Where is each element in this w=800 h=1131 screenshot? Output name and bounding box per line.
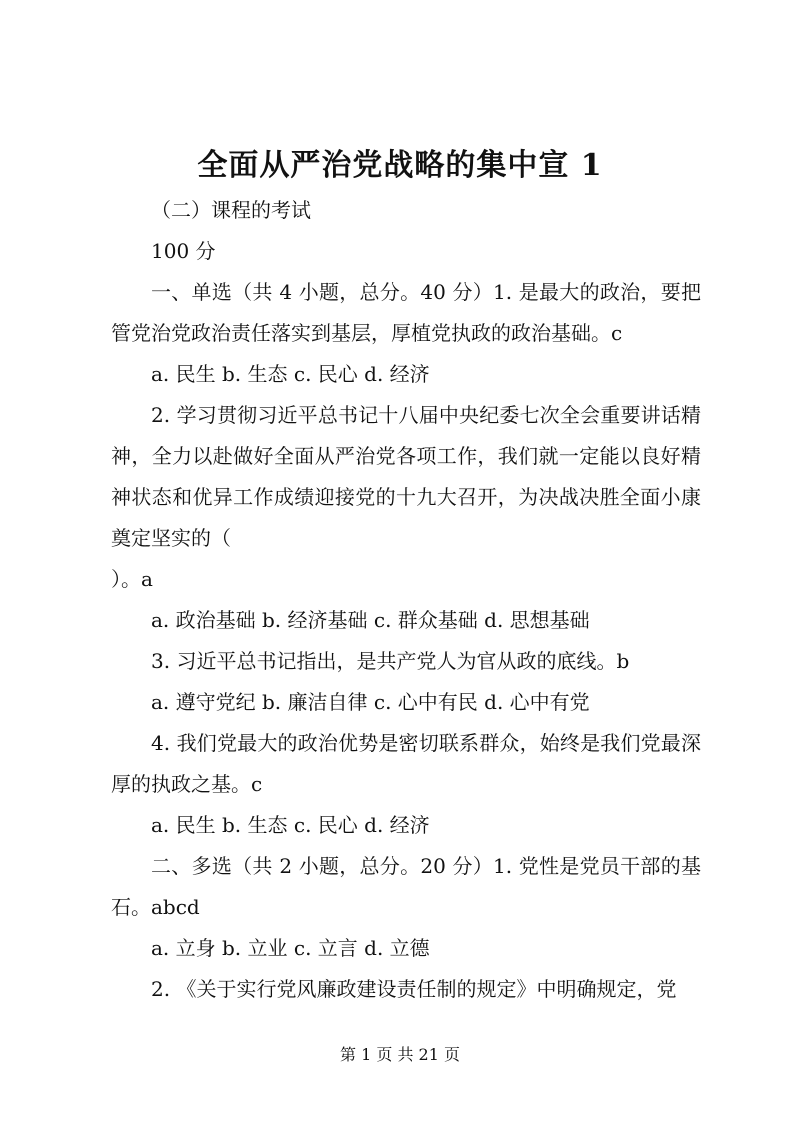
paragraph-options-1: a. 民生 b. 生态 c. 民心 d. 经济 <box>151 362 430 386</box>
paragraph-options-3: a. 遵守党纪 b. 廉洁自律 c. 心中有民 d. 心中有党 <box>151 690 590 714</box>
paragraph-question-3: 3. 习近平总书记指出，是共产党人为官从政的底线。b <box>151 649 630 673</box>
paragraph-answer-2: ）。a <box>111 567 153 591</box>
paragraph-question-1: 一、单选（共 4 小题，总分。40 分）1. 是最大的政治，要把管党治党政治责任落实到基层，厚植党执政的政治基础。c <box>111 280 701 345</box>
document-title: 全面从严治党战略的集中宣 1 <box>197 148 603 183</box>
paragraph-options-4: a. 民生 b. 生态 c. 民心 d. 经济 <box>151 813 430 837</box>
paragraph-score: 100 分 <box>151 239 216 263</box>
paragraph-section-heading: （二）课程的考试 <box>151 198 311 222</box>
paragraph-multi-question-1: 二、多选（共 2 小题，总分。20 分）1. 党性是党员干部的基石。abcd <box>111 854 701 919</box>
paragraph-options-2: a. 政治基础 b. 经济基础 c. 群众基础 d. 思想基础 <box>151 608 590 632</box>
paragraph-multi-question-2: 2. 《关于实行党风廉政建设责任制的规定》中明确规定，党 <box>151 977 677 1001</box>
document-body <box>111 190 701 1010</box>
paragraph-question-2: 2. 学习贯彻习近平总书记十八届中央纪委七次全会重要讲话精神，全力以赴做好全面从严治党各项工作，我们就一定能以良好精神状态和优异工作成绩迎接党的十九大召开，为决战决胜全面小康奠定坚实的（ <box>111 403 701 550</box>
paragraph-question-4: 4. 我们党最大的政治优势是密切联系群众，始终是我们党最深厚的执政之基。c <box>111 731 701 796</box>
page-footer: 第 1 页 共 21 页 <box>340 1045 460 1064</box>
paragraph-multi-options-1: a. 立身 b. 立业 c. 立言 d. 立德 <box>151 936 430 960</box>
